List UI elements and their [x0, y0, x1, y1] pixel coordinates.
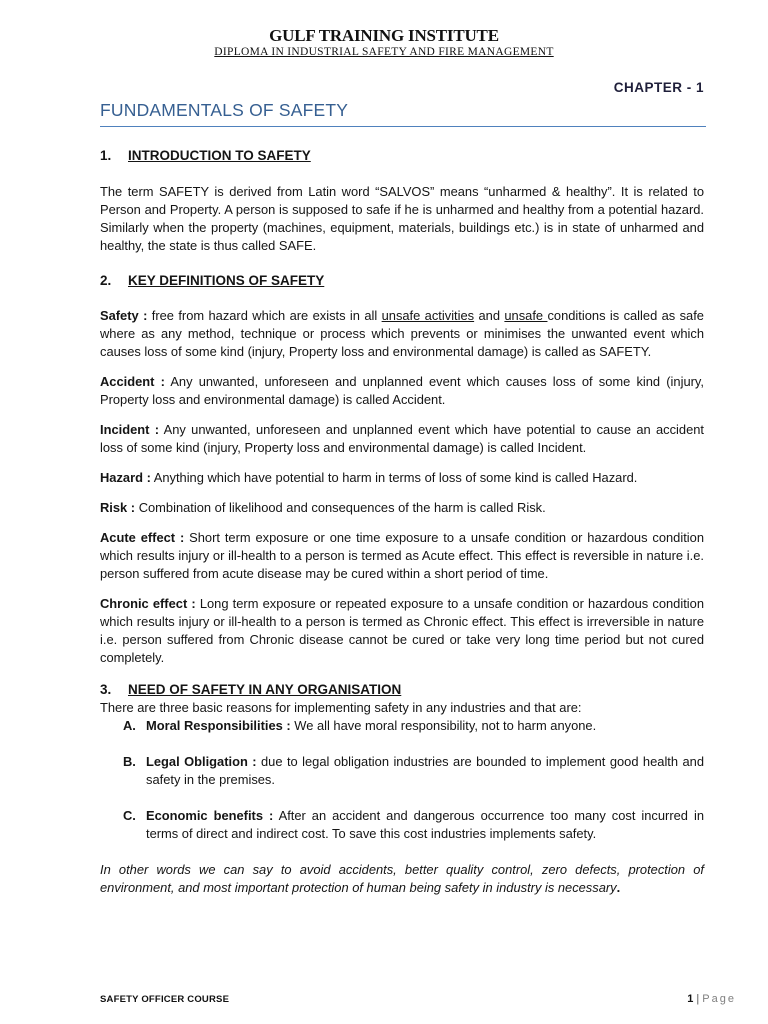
- intro-paragraph: The term SAFETY is derived from Latin word “SALVOS” means “unharmed & healthy”. It is related to Person and Property. A person is supposed to safe if he is unharmed and healthy from a potential hazard. Similarly when the property (machines, equipment, materials, buildings etc.) is in state of unharmed and healthy, the state is thus called SAFE.: [100, 184, 704, 253]
- definition-term: Hazard :: [100, 470, 151, 485]
- list-item-body: [146, 753, 704, 789]
- section-number: 2.: [100, 273, 112, 288]
- definition-text: Combination of likelihood and consequences of the harm is called Risk.: [135, 500, 546, 515]
- definition-text: Any unwanted, unforeseen and unplanned event which have potential to cause an accident loss of some kind (injury, Property loss and environmental damage) is called Incident.: [100, 422, 704, 455]
- definition-incident: [100, 421, 704, 457]
- reason-term: Moral Responsibilities :: [146, 718, 291, 733]
- definition-term: Incident :: [100, 422, 160, 437]
- closing-paragraph: [100, 861, 704, 897]
- reason-term: Economic benefits :: [146, 808, 274, 823]
- page-word: Page: [702, 993, 736, 1005]
- list-item: [100, 807, 704, 843]
- definition-text: Any unwanted, unforeseen and unplanned event which causes loss of some kind (injury, Property loss and environmental damage) is called Accident.: [100, 374, 704, 407]
- definition-term: Acute effect :: [100, 530, 185, 545]
- footer-course-name: SAFETY OFFICER COURSE: [100, 994, 230, 1005]
- reason-term: Legal Obligation :: [146, 754, 257, 769]
- reasons-intro: There are three basic reasons for implementing safety in any industries and that are:: [100, 700, 582, 715]
- definition-text: Short term exposure or one time exposure to a unsafe condition or hazardous condition which results injury or ill-health to a person is termed as Acute effect. This effect is reversible in nature i.e. person suffered from acute disease may be cured within a short period of time.: [100, 530, 704, 581]
- reason-text: After an accident and dangerous occurrence too many cost incurred in terms of direct and indirect cost. To save this cost industries implements safety.: [146, 808, 704, 841]
- section-3-heading: [100, 681, 704, 699]
- definition-text: Long term exposure or repeated exposure to a unsafe condition or hazardous condition which results injury or ill-health to a person is termed as Chronic effect. This effect is irreversible in nature i.e. person suffered from Chronic disease cannot be cured or take very long time period but not cured completely.: [100, 596, 704, 665]
- chapter-label: CHAPTER - 1: [613, 80, 704, 95]
- page-title: FUNDAMENTALS OF SAFETY: [100, 100, 349, 120]
- section-2-heading: [100, 272, 704, 290]
- section-number: 1.: [100, 148, 112, 163]
- section-number: 3.: [100, 682, 112, 697]
- section-title: INTRODUCTION TO SAFETY: [128, 148, 311, 163]
- definition-text: and: [474, 308, 505, 323]
- list-item: [100, 753, 704, 789]
- institute-name: GULF TRAINING INSTITUTE: [269, 26, 499, 45]
- page-number: 1: [687, 993, 694, 1005]
- definition-term: Risk :: [100, 500, 136, 515]
- list-item: [100, 717, 704, 735]
- list-item-body: [146, 807, 704, 843]
- definition-text: conditions is called as safe where as any method, technique or process which prevents or minimises the unwanted event which causes loss of some kind (injury, Property loss and environmental damage) is called as SAFETY.: [100, 308, 704, 359]
- underlined-text: unsafe: [504, 308, 548, 323]
- definition-term: Safety :: [100, 308, 148, 323]
- underlined-text: unsafe activities: [381, 308, 475, 323]
- definition-accident: [100, 373, 704, 409]
- closing-period: .: [616, 880, 621, 895]
- reason-text: due to legal obligation industries are bounded to implement good health and safety in the premises.: [146, 754, 704, 787]
- definition-text: Anything which have potential to harm in terms of loss of some kind is called Hazard.: [150, 470, 638, 485]
- section-title: KEY DEFINITIONS OF SAFETY: [128, 273, 325, 288]
- definition-term: Accident :: [100, 374, 165, 389]
- list-letter: C.: [123, 808, 136, 823]
- definition-chronic-effect: [100, 595, 704, 667]
- page-separator: |: [693, 993, 703, 1005]
- diploma-title: DIPLOMA IN INDUSTRIAL SAFETY AND FIRE MANAGEMENT: [214, 46, 554, 58]
- reason-text: We all have moral responsibility, not to harm anyone.: [290, 718, 597, 733]
- closing-italic-text: In other words we can say to avoid accidents, better quality control, zero defects, protection of environment, and most important protection of human being safety in industry is necessary: [100, 862, 704, 895]
- definition-hazard: [100, 469, 704, 487]
- title-divider: [100, 126, 706, 127]
- section-1-heading: [100, 147, 704, 165]
- definition-text: free from hazard which are exists in all: [147, 308, 382, 323]
- definition-risk: [100, 499, 704, 517]
- definition-term: Chronic effect :: [100, 596, 196, 611]
- list-item-body: [146, 717, 704, 735]
- reasons-list: [100, 717, 704, 843]
- definition-acute-effect: [100, 529, 704, 583]
- document-body: [100, 147, 704, 897]
- list-letter: A.: [123, 718, 136, 733]
- footer-page-indicator: [687, 993, 736, 1005]
- list-letter: B.: [123, 754, 136, 769]
- definition-safety: [100, 307, 704, 361]
- section-title: NEED OF SAFETY IN ANY ORGANISATION: [128, 682, 402, 697]
